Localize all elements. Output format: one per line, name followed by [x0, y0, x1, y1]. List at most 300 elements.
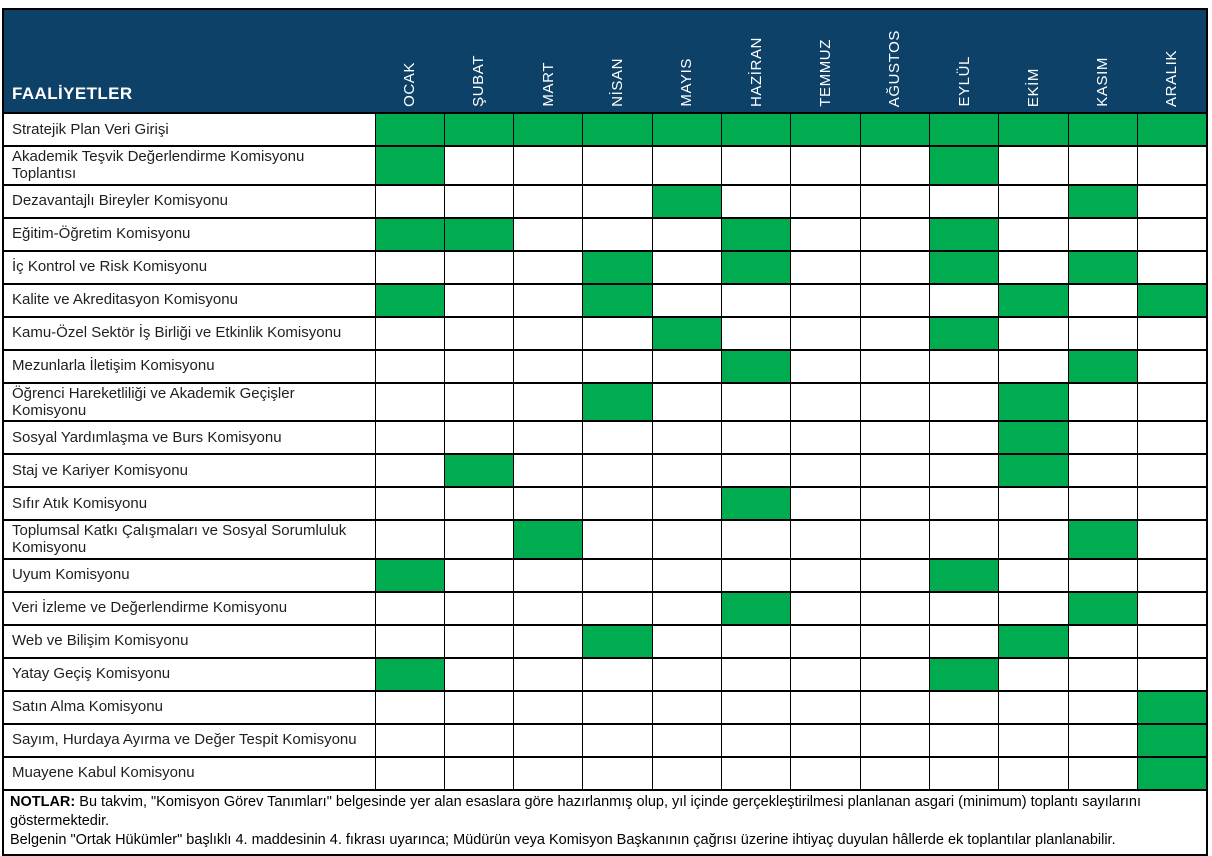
month-header — [722, 9, 791, 113]
activity-label: Dezavantajlı Bireyler Komisyonu — [3, 185, 375, 218]
meeting-cell-empty — [860, 146, 929, 185]
meeting-cell-empty — [722, 625, 791, 658]
month-header — [375, 9, 444, 113]
meeting-cell-empty — [652, 559, 721, 592]
meeting-cell-marked — [930, 658, 999, 691]
meeting-cell-empty — [514, 592, 583, 625]
meeting-cell-empty — [583, 757, 652, 790]
meeting-cell-empty — [375, 251, 444, 284]
meeting-cell-empty — [444, 317, 513, 350]
meeting-cell-empty — [722, 284, 791, 317]
meeting-cell-empty — [1068, 691, 1137, 724]
meeting-cell-empty — [999, 658, 1068, 691]
meeting-cell-empty — [722, 559, 791, 592]
meeting-cell-empty — [1138, 625, 1207, 658]
meeting-cell-empty — [514, 454, 583, 487]
table-row — [3, 383, 1207, 422]
meeting-cell-empty — [722, 146, 791, 185]
meeting-cell-empty — [1138, 251, 1207, 284]
meeting-cell-empty — [860, 757, 929, 790]
meeting-cell-marked — [375, 218, 444, 251]
meeting-cell-empty — [444, 146, 513, 185]
table-row — [3, 251, 1207, 284]
meeting-cell-empty — [444, 559, 513, 592]
meeting-cell-marked — [722, 592, 791, 625]
meeting-cell-empty — [375, 487, 444, 520]
meeting-cell-empty — [583, 658, 652, 691]
activity-label: Akademik Teşvik Değerlendirme Komisyonu Toplantısı — [3, 146, 375, 185]
meeting-cell-marked — [722, 487, 791, 520]
meeting-cell-empty — [722, 185, 791, 218]
meeting-cell-marked — [652, 185, 721, 218]
meeting-cell-empty — [1068, 317, 1137, 350]
meeting-cell-empty — [444, 757, 513, 790]
meeting-cell-empty — [791, 592, 860, 625]
month-header-label: EKİM — [1025, 67, 1043, 107]
month-header — [860, 9, 929, 113]
meeting-cell-empty — [860, 185, 929, 218]
meeting-cell-empty — [1068, 658, 1137, 691]
meeting-cell-empty — [722, 691, 791, 724]
meeting-cell-empty — [999, 317, 1068, 350]
meeting-cell-empty — [722, 520, 791, 559]
meeting-cell-marked — [375, 146, 444, 185]
meeting-cell-empty — [652, 251, 721, 284]
meeting-cell-empty — [791, 625, 860, 658]
meeting-cell-marked — [444, 218, 513, 251]
activity-label: Uyum Komisyonu — [3, 559, 375, 592]
meeting-cell-marked — [930, 146, 999, 185]
meeting-cell-empty — [930, 724, 999, 757]
meeting-cell-empty — [930, 691, 999, 724]
month-header — [444, 9, 513, 113]
month-header-label: MAYIS — [678, 58, 696, 107]
calendar-body — [3, 113, 1207, 790]
meeting-cell-marked — [444, 454, 513, 487]
table-row — [3, 625, 1207, 658]
meeting-cell-empty — [791, 520, 860, 559]
month-header-label: EYLÜL — [955, 56, 973, 107]
meeting-cell-empty — [1138, 383, 1207, 422]
notes-text-1: Bu takvim, "Komisyon Görev Tanımları" belgesinde yer alan esaslara göre hazırlanmış olup, yıl içinde gerçekleştirilmesi planlanan asgari (minimum) toplantı sayılarını göstermektedir. — [10, 793, 1142, 829]
meeting-cell-empty — [514, 251, 583, 284]
meeting-cell-marked — [722, 350, 791, 383]
meeting-cell-empty — [999, 251, 1068, 284]
meeting-cell-empty — [999, 350, 1068, 383]
meeting-cell-empty — [652, 487, 721, 520]
meeting-cell-empty — [860, 691, 929, 724]
meeting-cell-empty — [444, 487, 513, 520]
calendar-header-row — [3, 9, 1207, 113]
month-header — [1138, 9, 1207, 113]
meeting-cell-empty — [583, 317, 652, 350]
meeting-cell-empty — [652, 454, 721, 487]
meeting-cell-empty — [1138, 218, 1207, 251]
meeting-cell-empty — [652, 218, 721, 251]
table-row — [3, 113, 1207, 146]
meeting-cell-empty — [930, 185, 999, 218]
activity-label: Staj ve Kariyer Komisyonu — [3, 454, 375, 487]
meeting-cell-empty — [860, 592, 929, 625]
meeting-cell-empty — [583, 146, 652, 185]
table-row — [3, 454, 1207, 487]
meeting-cell-marked — [583, 383, 652, 422]
meeting-cell-empty — [791, 559, 860, 592]
meeting-cell-empty — [514, 383, 583, 422]
meeting-cell-empty — [791, 146, 860, 185]
meeting-cell-empty — [722, 383, 791, 422]
meeting-cell-empty — [791, 487, 860, 520]
meeting-cell-empty — [722, 421, 791, 454]
meeting-cell-empty — [652, 757, 721, 790]
meeting-cell-empty — [375, 421, 444, 454]
meeting-cell-empty — [1138, 487, 1207, 520]
meeting-cell-empty — [1138, 559, 1207, 592]
meeting-cell-marked — [583, 284, 652, 317]
meeting-cell-empty — [583, 559, 652, 592]
meeting-cell-marked — [722, 251, 791, 284]
meeting-cell-empty — [514, 146, 583, 185]
meeting-cell-empty — [652, 658, 721, 691]
meeting-cell-marked — [999, 113, 1068, 146]
meeting-cell-empty — [1138, 421, 1207, 454]
activities-column-header: FAALİYETLER — [3, 9, 375, 113]
meeting-cell-marked — [1068, 113, 1137, 146]
month-header-label: AĞUSTOS — [886, 29, 904, 107]
meeting-cell-empty — [1138, 658, 1207, 691]
meeting-cell-empty — [1068, 757, 1137, 790]
table-row — [3, 520, 1207, 559]
activity-label: Muayene Kabul Komisyonu — [3, 757, 375, 790]
meeting-cell-empty — [860, 625, 929, 658]
meeting-cell-empty — [860, 218, 929, 251]
meeting-cell-empty — [514, 691, 583, 724]
meeting-cell-empty — [791, 185, 860, 218]
meeting-cell-empty — [999, 487, 1068, 520]
meeting-cell-marked — [514, 520, 583, 559]
meeting-cell-marked — [791, 113, 860, 146]
meeting-cell-empty — [652, 284, 721, 317]
meeting-cell-empty — [514, 757, 583, 790]
meeting-cell-empty — [1138, 520, 1207, 559]
meeting-cell-empty — [514, 284, 583, 317]
meeting-cell-empty — [1068, 487, 1137, 520]
meeting-cell-empty — [860, 317, 929, 350]
meeting-cell-empty — [583, 691, 652, 724]
meeting-cell-empty — [444, 724, 513, 757]
meeting-cell-empty — [444, 383, 513, 422]
meeting-cell-marked — [999, 421, 1068, 454]
meeting-cell-marked — [514, 113, 583, 146]
meeting-cell-empty — [444, 658, 513, 691]
meeting-cell-empty — [583, 520, 652, 559]
table-row — [3, 559, 1207, 592]
meeting-cell-marked — [1138, 691, 1207, 724]
activity-label: Sıfır Atık Komisyonu — [3, 487, 375, 520]
month-header — [930, 9, 999, 113]
meeting-cell-empty — [791, 658, 860, 691]
meeting-cell-empty — [652, 350, 721, 383]
meeting-cell-marked — [583, 113, 652, 146]
commission-meeting-calendar-table — [2, 8, 1208, 856]
month-header-label: ARALIK — [1163, 50, 1181, 107]
meeting-cell-marked — [722, 218, 791, 251]
meeting-cell-empty — [930, 284, 999, 317]
activity-label: Eğitim-Öğretim Komisyonu — [3, 218, 375, 251]
table-row — [3, 421, 1207, 454]
meeting-cell-empty — [999, 146, 1068, 185]
meeting-cell-empty — [375, 383, 444, 422]
meeting-cell-marked — [375, 559, 444, 592]
meeting-cell-empty — [375, 691, 444, 724]
table-row — [3, 317, 1207, 350]
meeting-cell-empty — [860, 454, 929, 487]
meeting-cell-empty — [514, 185, 583, 218]
meeting-cell-empty — [583, 218, 652, 251]
table-row — [3, 284, 1207, 317]
meeting-cell-empty — [930, 757, 999, 790]
meeting-cell-marked — [860, 113, 929, 146]
meeting-cell-empty — [1138, 454, 1207, 487]
meeting-cell-empty — [583, 350, 652, 383]
table-row — [3, 592, 1207, 625]
meeting-cell-empty — [860, 251, 929, 284]
meeting-cell-empty — [1068, 146, 1137, 185]
meeting-cell-empty — [722, 724, 791, 757]
meeting-cell-empty — [583, 592, 652, 625]
activity-label: Yatay Geçiş Komisyonu — [3, 658, 375, 691]
meeting-cell-empty — [860, 559, 929, 592]
meeting-cell-empty — [791, 350, 860, 383]
meeting-cell-marked — [375, 658, 444, 691]
meeting-cell-empty — [583, 185, 652, 218]
activity-label: Sayım, Hurdaya Ayırma ve Değer Tespit Komisyonu — [3, 724, 375, 757]
meeting-cell-empty — [930, 421, 999, 454]
meeting-cell-empty — [791, 691, 860, 724]
meeting-cell-empty — [791, 317, 860, 350]
table-row — [3, 185, 1207, 218]
table-row — [3, 487, 1207, 520]
meeting-cell-empty — [375, 625, 444, 658]
meeting-cell-empty — [375, 454, 444, 487]
meeting-cell-empty — [930, 487, 999, 520]
month-header-label: HAZİRAN — [747, 36, 765, 107]
meeting-cell-empty — [375, 350, 444, 383]
meeting-cell-empty — [860, 284, 929, 317]
table-row — [3, 218, 1207, 251]
month-header — [1068, 9, 1137, 113]
meeting-cell-empty — [791, 757, 860, 790]
meeting-cell-marked — [1138, 757, 1207, 790]
meeting-cell-empty — [1138, 592, 1207, 625]
notes-line-1 — [10, 793, 1200, 832]
meeting-cell-marked — [999, 383, 1068, 422]
meeting-cell-empty — [860, 658, 929, 691]
meeting-cell-empty — [514, 658, 583, 691]
meeting-cell-marked — [583, 625, 652, 658]
meeting-cell-empty — [722, 757, 791, 790]
meeting-cell-empty — [1068, 625, 1137, 658]
meeting-cell-empty — [930, 592, 999, 625]
meeting-cell-empty — [999, 559, 1068, 592]
meeting-cell-empty — [860, 350, 929, 383]
meeting-cell-empty — [791, 284, 860, 317]
meeting-cell-empty — [652, 421, 721, 454]
meeting-cell-empty — [583, 421, 652, 454]
meeting-cell-empty — [999, 691, 1068, 724]
meeting-cell-empty — [999, 520, 1068, 559]
meeting-cell-empty — [1138, 146, 1207, 185]
month-header-label: TEMMUZ — [817, 39, 835, 107]
meeting-cell-empty — [1138, 185, 1207, 218]
meeting-cell-empty — [999, 185, 1068, 218]
notes-row — [3, 790, 1207, 856]
month-header — [999, 9, 1068, 113]
activity-label: Mezunlarla İletişim Komisyonu — [3, 350, 375, 383]
month-header-label: MART — [539, 62, 557, 107]
meeting-cell-empty — [860, 520, 929, 559]
activity-label: Kamu-Özel Sektör İş Birliği ve Etkinlik Komisyonu — [3, 317, 375, 350]
meeting-cell-empty — [860, 383, 929, 422]
notes — [3, 790, 1207, 856]
activity-label: İç Kontrol ve Risk Komisyonu — [3, 251, 375, 284]
activity-label: Veri İzleme ve Değerlendirme Komisyonu — [3, 592, 375, 625]
meeting-cell-empty — [652, 520, 721, 559]
meeting-cell-marked — [930, 317, 999, 350]
activity-label: Sosyal Yardımlaşma ve Burs Komisyonu — [3, 421, 375, 454]
meeting-cell-empty — [375, 757, 444, 790]
meeting-cell-marked — [930, 218, 999, 251]
meeting-cell-empty — [375, 185, 444, 218]
meeting-cell-empty — [444, 421, 513, 454]
meeting-cell-marked — [1068, 592, 1137, 625]
meeting-cell-empty — [930, 520, 999, 559]
meeting-cell-empty — [930, 625, 999, 658]
month-header — [791, 9, 860, 113]
meeting-cell-marked — [583, 251, 652, 284]
activity-label: Web ve Bilişim Komisyonu — [3, 625, 375, 658]
meeting-cell-empty — [791, 383, 860, 422]
meeting-cell-empty — [722, 658, 791, 691]
meeting-cell-empty — [652, 383, 721, 422]
meeting-cell-empty — [583, 487, 652, 520]
meeting-cell-empty — [514, 421, 583, 454]
meeting-cell-empty — [444, 592, 513, 625]
table-row — [3, 757, 1207, 790]
meeting-cell-marked — [722, 113, 791, 146]
activity-label: Satın Alma Komisyonu — [3, 691, 375, 724]
meeting-cell-marked — [1068, 350, 1137, 383]
meeting-cell-marked — [999, 625, 1068, 658]
meeting-cell-marked — [652, 317, 721, 350]
table-row — [3, 350, 1207, 383]
meeting-cell-empty — [791, 454, 860, 487]
meeting-cell-marked — [375, 284, 444, 317]
meeting-cell-marked — [930, 251, 999, 284]
activity-label: Stratejik Plan Veri Girişi — [3, 113, 375, 146]
meeting-cell-empty — [791, 421, 860, 454]
meeting-cell-empty — [930, 350, 999, 383]
meeting-cell-empty — [514, 350, 583, 383]
activity-label: Toplumsal Katkı Çalışmaları ve Sosyal Sorumluluk Komisyonu — [3, 520, 375, 559]
meeting-cell-empty — [444, 185, 513, 218]
meeting-cell-empty — [791, 251, 860, 284]
month-header-label: KASIM — [1094, 57, 1112, 107]
meeting-cell-empty — [514, 559, 583, 592]
meeting-cell-empty — [652, 592, 721, 625]
meeting-cell-empty — [514, 487, 583, 520]
notes-line-2: Belgenin "Ortak Hükümler" başlıklı 4. maddesinin 4. fıkrası uyarınca; Müdürün veya Komisyon Başkanının çağrısı üzerine ihtiyaç duyulan hâllerde ek toplantılar planlanabilir. — [10, 832, 1116, 849]
meeting-cell-marked — [1068, 251, 1137, 284]
meeting-cell-marked — [444, 113, 513, 146]
meeting-cell-marked — [1068, 520, 1137, 559]
meeting-cell-marked — [999, 454, 1068, 487]
notes-label: NOTLAR: — [10, 793, 76, 810]
meeting-cell-empty — [1068, 284, 1137, 317]
meeting-cell-empty — [791, 724, 860, 757]
meeting-cell-empty — [375, 317, 444, 350]
month-header-label: OCAK — [401, 62, 419, 107]
meeting-cell-empty — [652, 625, 721, 658]
meeting-cell-empty — [652, 691, 721, 724]
meeting-cell-empty — [514, 317, 583, 350]
meeting-cell-marked — [930, 113, 999, 146]
meeting-cell-empty — [999, 757, 1068, 790]
meeting-cell-empty — [444, 284, 513, 317]
meeting-cell-marked — [1138, 113, 1207, 146]
meeting-cell-empty — [444, 691, 513, 724]
meeting-cell-empty — [999, 218, 1068, 251]
activity-label: Öğrenci Hareketliliği ve Akademik Geçişler Komisyonu — [3, 383, 375, 422]
meeting-cell-empty — [1068, 383, 1137, 422]
month-header — [652, 9, 721, 113]
month-header — [514, 9, 583, 113]
meeting-cell-empty — [652, 724, 721, 757]
meeting-cell-empty — [930, 454, 999, 487]
meeting-cell-empty — [1138, 350, 1207, 383]
meeting-cell-empty — [375, 592, 444, 625]
activity-label: Kalite ve Akreditasyon Komisyonu — [3, 284, 375, 317]
meeting-cell-empty — [999, 724, 1068, 757]
meeting-cell-empty — [1068, 559, 1137, 592]
month-header — [583, 9, 652, 113]
table-row — [3, 724, 1207, 757]
meeting-cell-empty — [1068, 724, 1137, 757]
meeting-cell-empty — [514, 218, 583, 251]
meeting-cell-empty — [375, 520, 444, 559]
table-row — [3, 691, 1207, 724]
meeting-cell-empty — [860, 724, 929, 757]
meeting-cell-empty — [514, 724, 583, 757]
meeting-cell-empty — [375, 724, 444, 757]
meeting-cell-empty — [860, 421, 929, 454]
table-row — [3, 146, 1207, 185]
meeting-cell-empty — [444, 251, 513, 284]
meeting-cell-empty — [652, 146, 721, 185]
meeting-cell-marked — [1138, 724, 1207, 757]
meeting-cell-empty — [583, 724, 652, 757]
table-row — [3, 658, 1207, 691]
meeting-cell-empty — [444, 625, 513, 658]
meeting-cell-marked — [375, 113, 444, 146]
meeting-cell-marked — [1138, 284, 1207, 317]
meeting-cell-empty — [514, 625, 583, 658]
meeting-cell-empty — [860, 487, 929, 520]
meeting-cell-marked — [999, 284, 1068, 317]
meeting-cell-empty — [1138, 317, 1207, 350]
meeting-cell-empty — [583, 454, 652, 487]
meeting-cell-empty — [722, 454, 791, 487]
